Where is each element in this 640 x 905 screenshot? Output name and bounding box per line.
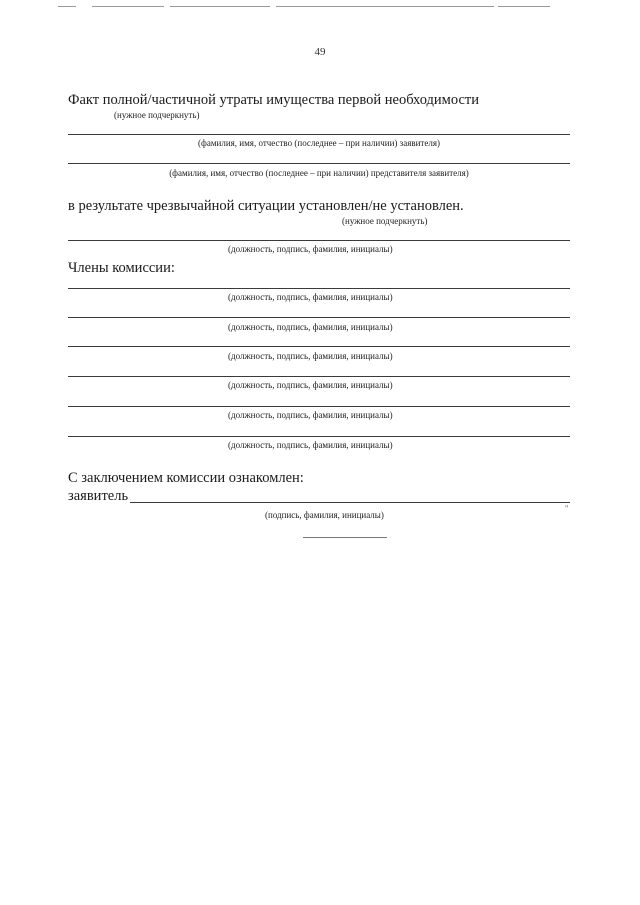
member-signature-caption: (должность, подпись, фамилия, инициалы): [228, 351, 393, 361]
scan-mark: [92, 6, 164, 7]
underline-hint: (нужное подчеркнуть): [114, 110, 200, 120]
result-statement: в результате чрезвычайной ситуации установлен/не установлен.: [68, 198, 464, 214]
scan-mark: [498, 6, 550, 7]
scan-mark: [170, 6, 270, 7]
end-divider: [303, 537, 387, 538]
applicant-name-line[interactable]: [68, 134, 570, 135]
applicant-signature-caption: (подпись, фамилия, инициалы): [265, 510, 384, 520]
member-signature-line[interactable]: [68, 436, 570, 437]
scan-mark: [58, 6, 76, 7]
applicant-name-caption: (фамилия, имя, отчество (последнее – при наличии) заявителя): [198, 138, 440, 148]
applicant-label: заявитель: [68, 488, 129, 504]
member-signature-caption: (должность, подпись, фамилия, инициалы): [228, 440, 393, 450]
member-signature-line[interactable]: [68, 376, 570, 377]
page-number: 49: [314, 46, 326, 58]
chair-signature-line[interactable]: [68, 240, 570, 241]
chair-signature-caption: (должность, подпись, фамилия, инициалы): [228, 244, 393, 254]
fact-statement: Факт полной/частичной утраты имущества первой необходимости: [68, 92, 480, 108]
member-signature-line[interactable]: [68, 346, 570, 347]
underline-hint: (нужное подчеркнуть): [342, 216, 428, 226]
acquainted-statement: С заключением комиссии ознакомлен:: [68, 470, 304, 486]
member-signature-caption: (должность, подпись, фамилия, инициалы): [228, 410, 393, 420]
member-signature-caption: (должность, подпись, фамилия, инициалы): [228, 380, 393, 390]
representative-name-caption: (фамилия, имя, отчество (последнее – при наличии) представителя заявителя): [169, 168, 469, 178]
members-heading: Члены комиссии:: [68, 260, 175, 276]
member-signature-caption: (должность, подпись, фамилия, инициалы): [228, 292, 393, 302]
member-signature-line[interactable]: [68, 288, 570, 289]
member-signature-line[interactable]: [68, 317, 570, 318]
representative-name-line[interactable]: [68, 163, 570, 164]
member-signature-line[interactable]: [68, 406, 570, 407]
member-signature-caption: (должность, подпись, фамилия, инициалы): [228, 322, 393, 332]
applicant-signature-line[interactable]: [130, 502, 570, 503]
scan-mark: [276, 6, 494, 7]
closing-quote: ": [565, 504, 569, 513]
